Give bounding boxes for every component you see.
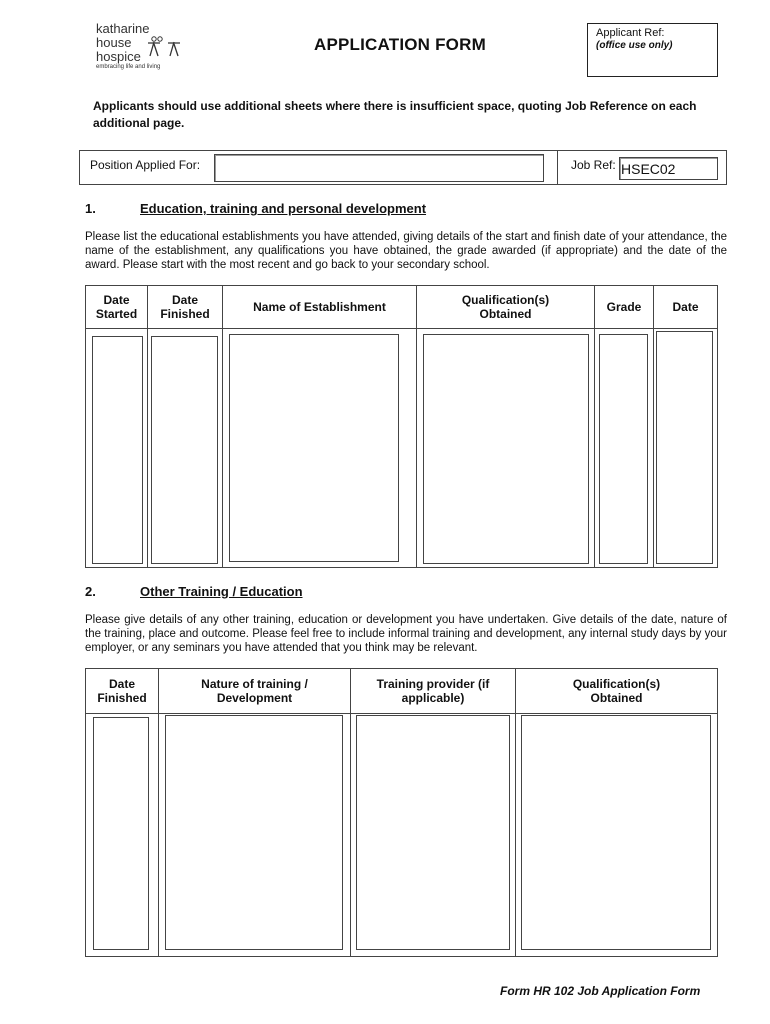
col-header-date-finished: Date Finished — [97, 677, 147, 705]
col-header-date: Date — [672, 300, 699, 314]
qualifications-input[interactable] — [423, 334, 589, 564]
section-1-title: Education, training and personal development — [140, 201, 427, 216]
col-header-establishment: Name of Establishment — [253, 300, 386, 314]
footer-form-id: Form HR 102 Job Application Form — [500, 984, 701, 998]
col-divider — [653, 286, 654, 567]
date-started-input[interactable] — [92, 336, 143, 564]
instruction-text: Applicants should use additional sheets where there is insufficient space, quoting Job Reference on each additional page. — [93, 99, 697, 130]
col-header-qualifications: Qualification(s) Obtained — [572, 677, 661, 705]
section-2-number: 2. — [85, 584, 96, 599]
logo-line-3: hospice — [96, 49, 141, 64]
training-provider-input[interactable] — [356, 715, 510, 950]
position-applied-input[interactable] — [214, 154, 544, 182]
training-nature-input[interactable] — [165, 715, 343, 950]
position-row — [79, 150, 727, 185]
date-input[interactable] — [656, 331, 713, 564]
section-1-text: Please list the educational establishments you have attended, giving details of the start and finish date of your attendance, the name of the establishment, any qualifications you have obtained, the grade awarded (if appropriate) and the date of the award. Please start with the most recent and go back to your secondary school. — [85, 231, 727, 271]
section-2-title: Other Training / Education — [140, 584, 303, 599]
applicant-ref-box — [587, 23, 718, 77]
establishment-input[interactable] — [229, 334, 399, 562]
office-use-note: (office use only) — [596, 40, 673, 51]
header-divider — [86, 713, 717, 714]
col-header-nature: Nature of training / Development — [201, 677, 308, 705]
logo — [96, 22, 186, 78]
applicant-ref-label: Applicant Ref: — [596, 27, 665, 39]
training-qualifications-input[interactable] — [521, 715, 711, 950]
col-divider — [222, 286, 223, 567]
education-table — [85, 285, 718, 568]
col-divider — [594, 286, 595, 567]
section-1-number: 1. — [85, 201, 96, 216]
job-ref-input[interactable]: HSEC02 — [619, 157, 718, 180]
page-title: APPLICATION FORM — [314, 35, 486, 54]
training-table — [85, 668, 718, 957]
training-date-input[interactable] — [93, 717, 149, 950]
col-divider — [147, 286, 148, 567]
position-label: Position Applied For: — [90, 158, 201, 172]
grade-input[interactable] — [599, 334, 648, 564]
section-2-text: Please give details of any other training, education or development you have undertaken. Give details of the date, nature of the training, place and outcome. Please feel free to include informal training and development, any internal study days by your employer, or any seminars you have attended that you think may be relevant. — [85, 614, 727, 654]
col-header-grade: Grade — [606, 300, 642, 314]
header-divider — [86, 328, 717, 329]
job-ref-label: Job Ref: — [571, 158, 616, 172]
col-divider — [416, 286, 417, 567]
figures-icon — [146, 34, 182, 58]
logo-tagline: embracing life and living — [96, 64, 161, 70]
col-header-date-started: Date Started — [95, 293, 138, 321]
logo-line-1: katharine — [96, 21, 150, 36]
divider — [557, 151, 558, 184]
col-header-qualifications: Qualification(s) Obtained — [461, 293, 550, 321]
logo-line-2: house — [96, 35, 132, 50]
col-header-provider: Training provider (if applicable) — [376, 677, 490, 705]
date-finished-input[interactable] — [151, 336, 218, 564]
col-header-date-finished: Date Finished — [160, 293, 210, 321]
